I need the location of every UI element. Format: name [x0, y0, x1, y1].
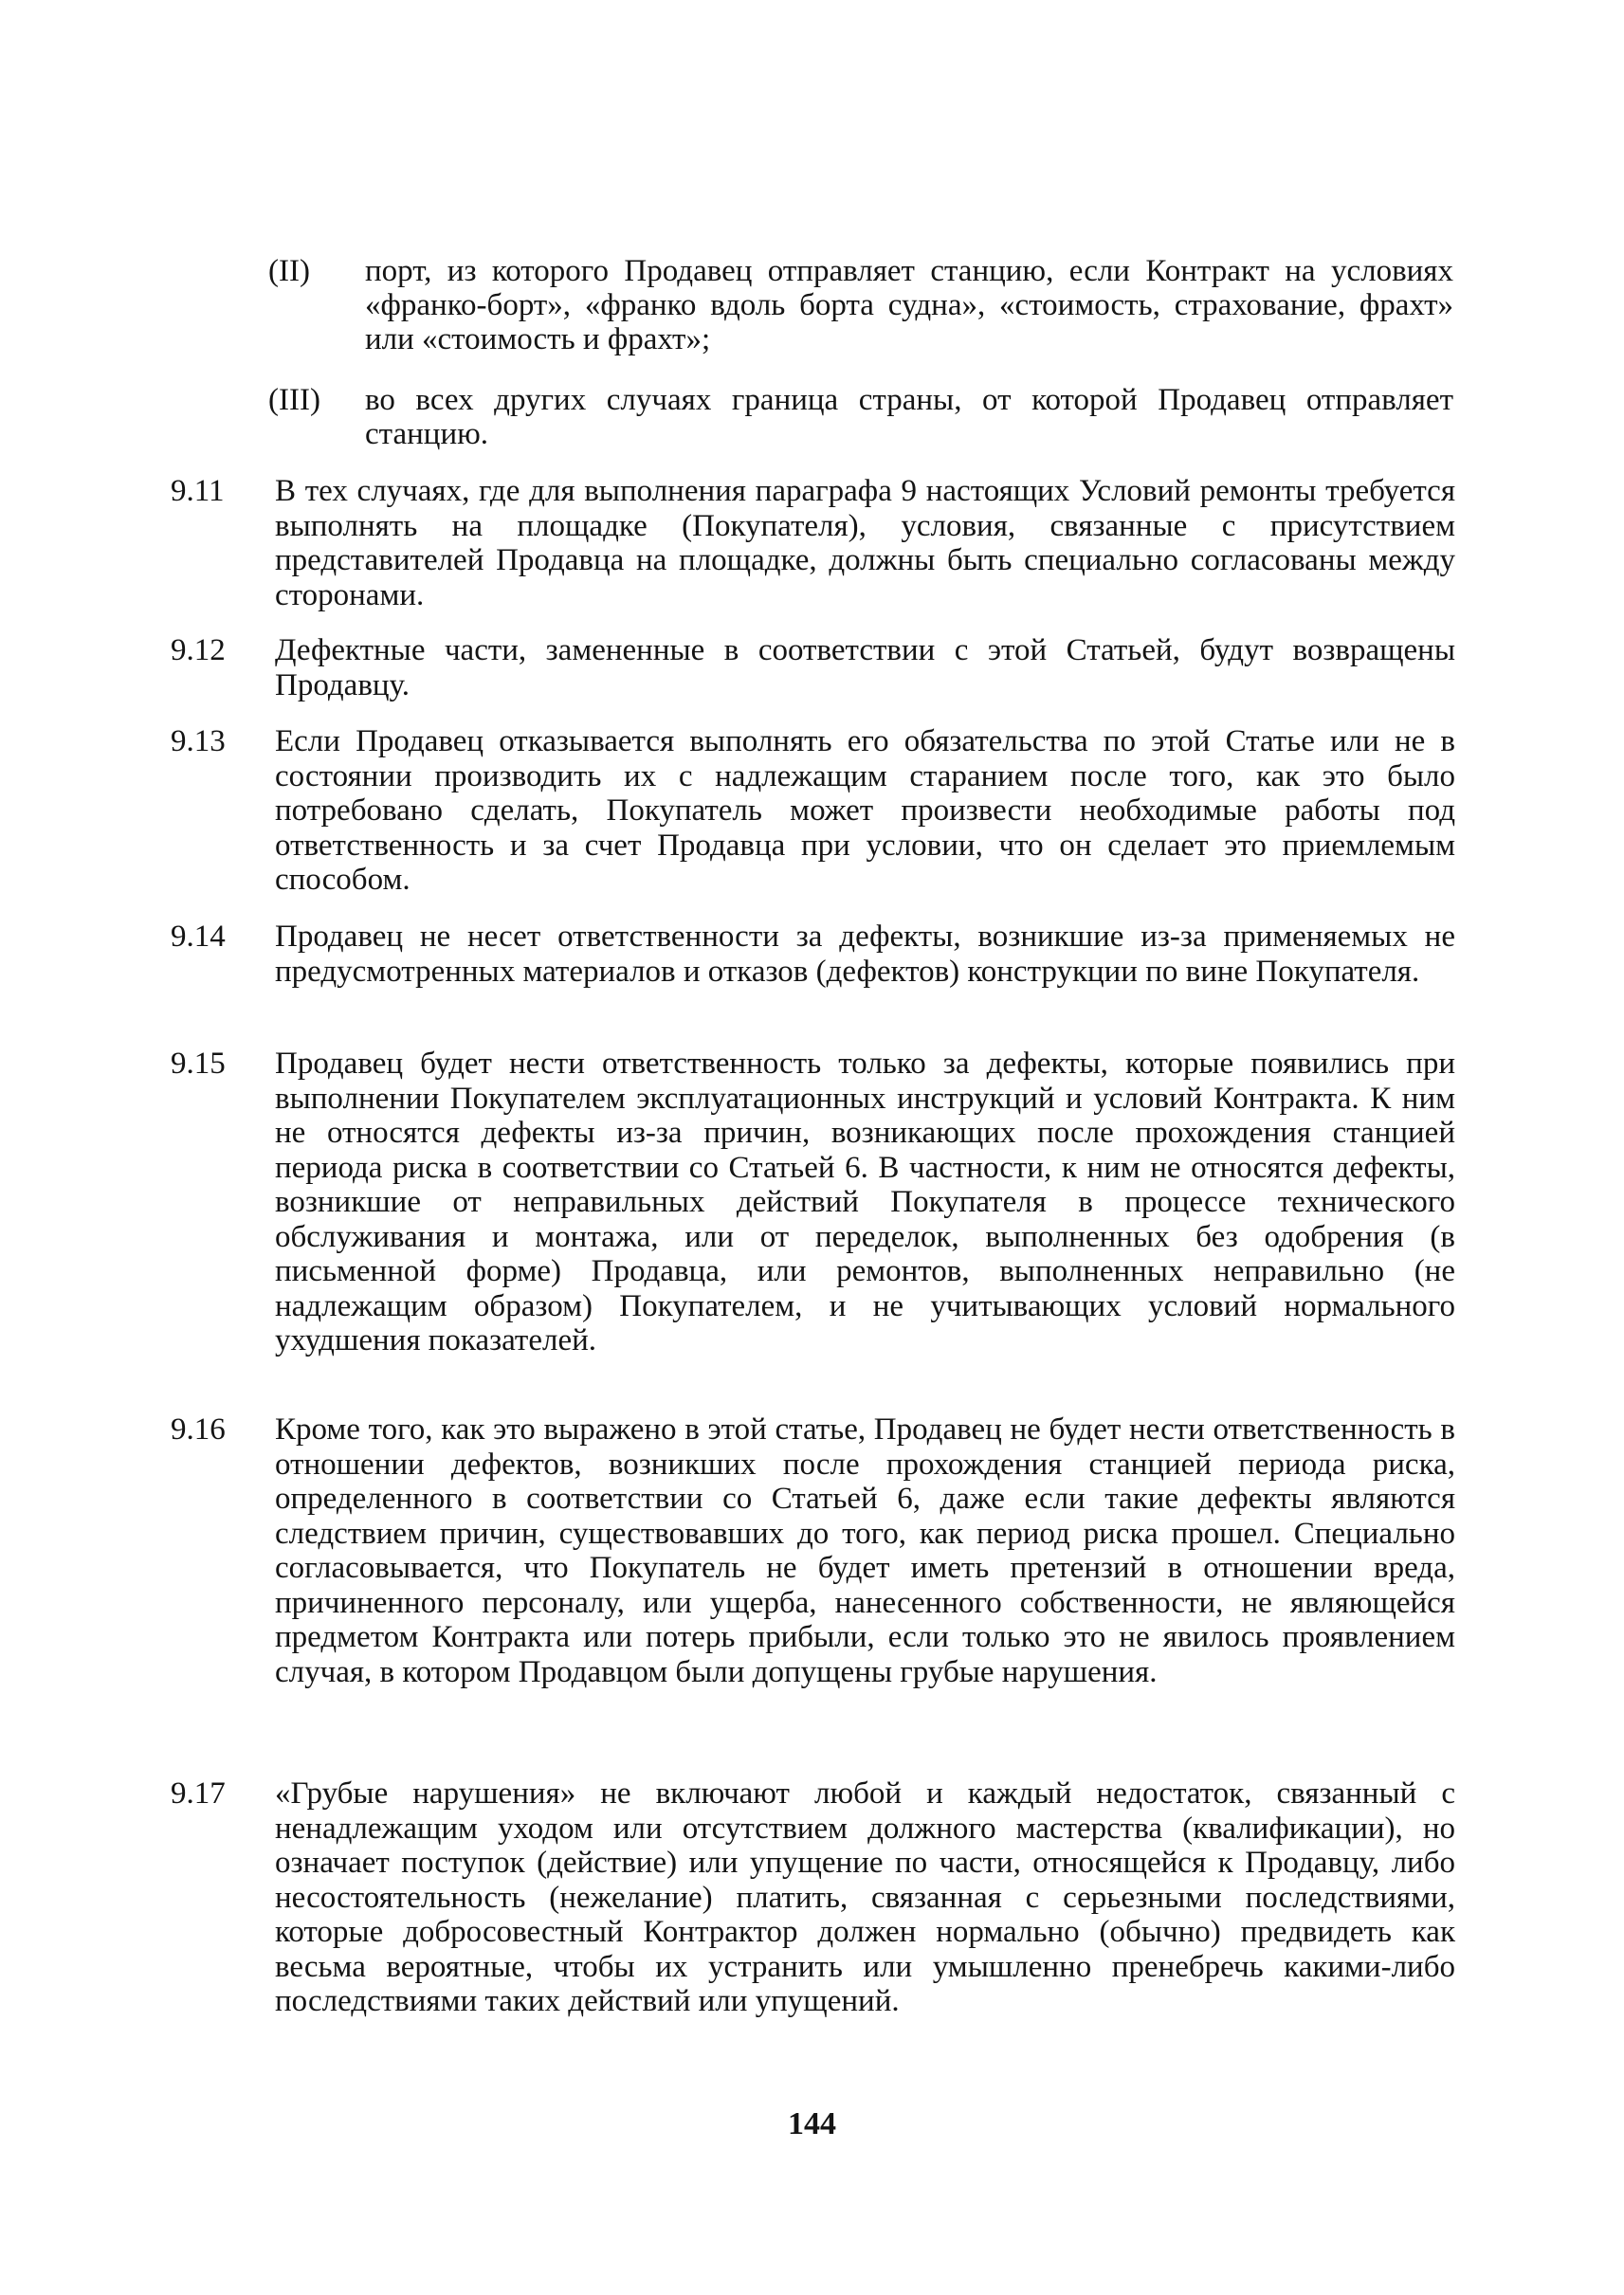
subitem-ii [268, 254, 1453, 356]
clause-9-13 [171, 724, 1455, 898]
clause-9-15 [171, 1047, 1455, 1358]
clause-text: Продавец не несет ответственности за дефекты, возникшие из-за применяемых не предусмотренных материалов и отказов (дефектов) конструкции по вине Покупателя. [275, 920, 1455, 989]
subitem-number: (III) [268, 383, 320, 417]
clause-9-17 [171, 1776, 1455, 2019]
clause-number: 9.12 [171, 633, 226, 667]
clause-text: Дефектные части, замененные в соответствии с этой Статьей, будут возвращены Продавцу. [275, 633, 1455, 702]
clause-text: «Грубые нарушения» не включают любой и каждый недостаток, связанный с ненадлежащим уходом или отсутствием должного мастерства (квалификации), но означает поступок (действие) или упущение по части, относящейся к Продавцу, либо несостоятельность (нежелание) платить, связанная с серьезными последствиями, которые добросовестный Контрактор должен нормально (обычно) предвидеть как весьма вероятные, чтобы их устранить или умышленно пренебречь какими-либо последствиями таких действий или упущений. [275, 1776, 1455, 2018]
clause-number: 9.16 [171, 1412, 226, 1447]
clause-number: 9.17 [171, 1776, 226, 1811]
clause-text: Продавец будет нести ответственность только за дефекты, которые появились при выполнении Покупателем эксплуатационных инструкций и условий Контракта. К ним не относятся дефекты из-за причин, возникающих после прохождения станцией периода риска в соответствии со Статьей 6. В частности, к ним не относятся дефекты, возникшие от неправильных действий Покупателя в процессе технического обслуживания и монтажа, или от переделок, выполненных без одобрения (в письменной форме) Продавца, или ремонтов, выполненных неправильно (не надлежащим образом) Покупателем, и не учитывающих условий нормального ухудшения показателей. [275, 1047, 1455, 1357]
clause-9-16 [171, 1412, 1455, 1689]
subitem-number: (II) [268, 254, 310, 288]
subitem-text: порт, из которого Продавец отправляет станцию, если Контракт на условиях «франко-борт», «франко вдоль борта судна», «стоимость, страхование, фрахт» или «стоимость и фрахт»; [365, 254, 1453, 356]
clause-9-14 [171, 920, 1455, 989]
subitem-iii [268, 383, 1453, 451]
clause-9-12 [171, 633, 1455, 702]
clause-number: 9.15 [171, 1047, 226, 1081]
clause-number: 9.14 [171, 920, 226, 954]
clause-text: В тех случаях, где для выполнения параграфа 9 настоящих Условий ремонты требуется выполнять на площадке (Покупателя), условия, связанные с присутствием представителей Продавца на площадке, должны быть специально согласованы между сторонами. [275, 474, 1455, 612]
clause-number: 9.13 [171, 724, 226, 758]
clause-9-11 [171, 474, 1455, 612]
subitem-text: во всех других случаях граница страны, от которой Продавец отправляет станцию. [365, 383, 1453, 451]
page-number: 144 [788, 2106, 836, 2141]
clause-text: Кроме того, как это выражено в этой статье, Продавец не будет нести ответственность в отношении дефектов, возникших после прохождения станцией периода риска, определенного в соответствии со Статьей 6, даже если такие дефекты являются следствием причин, существовавших до того, как период риска прошел. Специально согласовывается, что Покупатель не будет иметь претензий в отношении вреда, причиненного персоналу, или ущерба, нанесенного собственности, не являющейся предметом Контракта или потерь прибыли, если только это не явилось проявлением случая, в котором Продавцом были допущены грубые нарушения. [275, 1412, 1455, 1689]
clause-text: Если Продавец отказывается выполнять его обязательства по этой Статье или не в состоянии производить их с надлежащим старанием после того, как это было потребовано сделать, Покупатель может произвести необходимые работы под ответственность и за счет Продавца при условии, что он сделает это приемлемым способом. [275, 724, 1455, 897]
clause-number: 9.11 [171, 474, 225, 508]
